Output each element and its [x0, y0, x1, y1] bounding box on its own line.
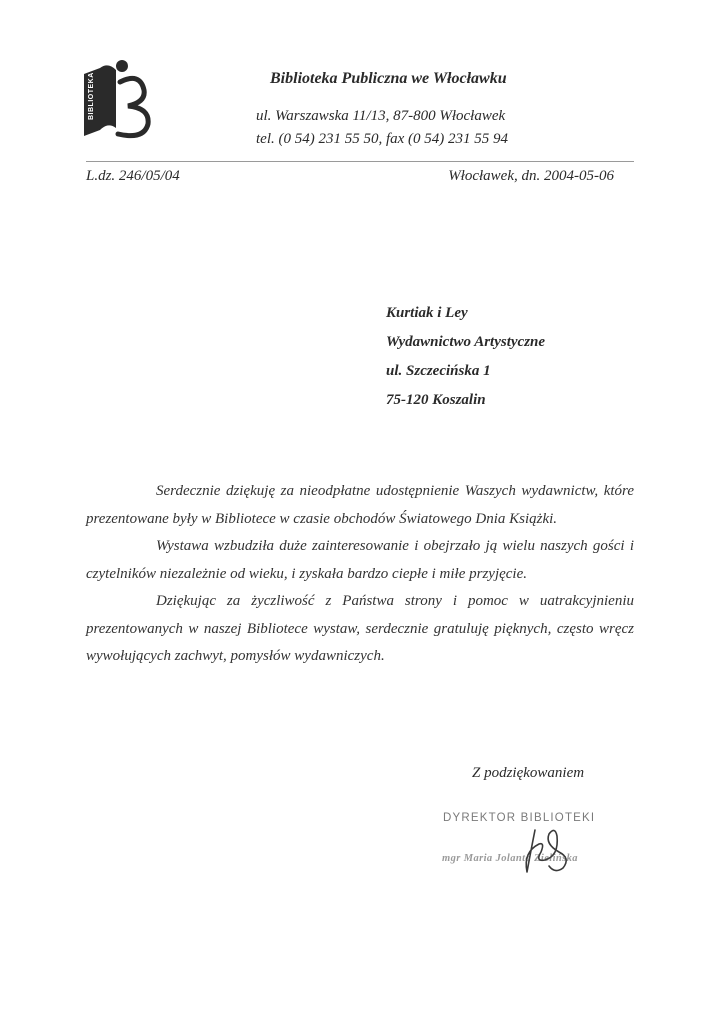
logo-text: BIBLIOTEKA: [88, 72, 95, 120]
letterhead: [256, 68, 616, 149]
closing-phrase: Z podziękowaniem: [472, 765, 585, 781]
recipient-line: 75-120 Koszalin: [386, 392, 486, 408]
recipient-line: Wydawnictwo Artystyczne: [386, 334, 546, 350]
letter-body: [86, 478, 634, 671]
stamp-title: DYREKTOR BIBLIOTEKI: [443, 812, 596, 824]
library-name: Biblioteka Publiczna we Włocławku: [270, 70, 507, 87]
reference-number: L.dz. 246/05/04: [86, 168, 180, 184]
body-paragraph: Dziękując za życzliwość z Państwa strony i pomoc w uatrakcyjnieniu prezentowanych w naszej Bibliotece wystaw, serdecznie gratuluję pięknych, często wręcz wywołujących zachwyt, pomysłów wydawniczych.: [86, 593, 634, 664]
letter-date: Włocławek, dn. 2004-05-06: [448, 168, 614, 184]
recipient-line: ul. Szczecińska 1: [386, 363, 491, 379]
body-paragraph: Serdecznie dziękuję za nieodpłatne udostępnienie Waszych wydawnictw, które prezentowane były w Bibliotece w czasie obchodów Światowego Dnia Książki.: [86, 483, 634, 527]
body-paragraph: Wystawa wzbudziła duże zainteresowanie i obejrzało ją wielu naszych gości i czytelników niezależnie od wieku, i zyskała bardzo ciepłe i miłe przyjęcie.: [86, 538, 634, 582]
recipient-block: [386, 302, 545, 418]
recipient-line: Kurtiak i Ley: [386, 305, 468, 321]
library-phone: tel. (0 54) 231 55 50, fax (0 54) 231 55 94: [256, 131, 509, 147]
library-address: ul. Warszawska 11/13, 87-800 Włocławek: [256, 108, 506, 124]
signature-icon: [505, 822, 595, 877]
header-divider: [86, 161, 634, 162]
stamp-name: mgr Maria Jolanta Zielińska: [442, 853, 578, 864]
